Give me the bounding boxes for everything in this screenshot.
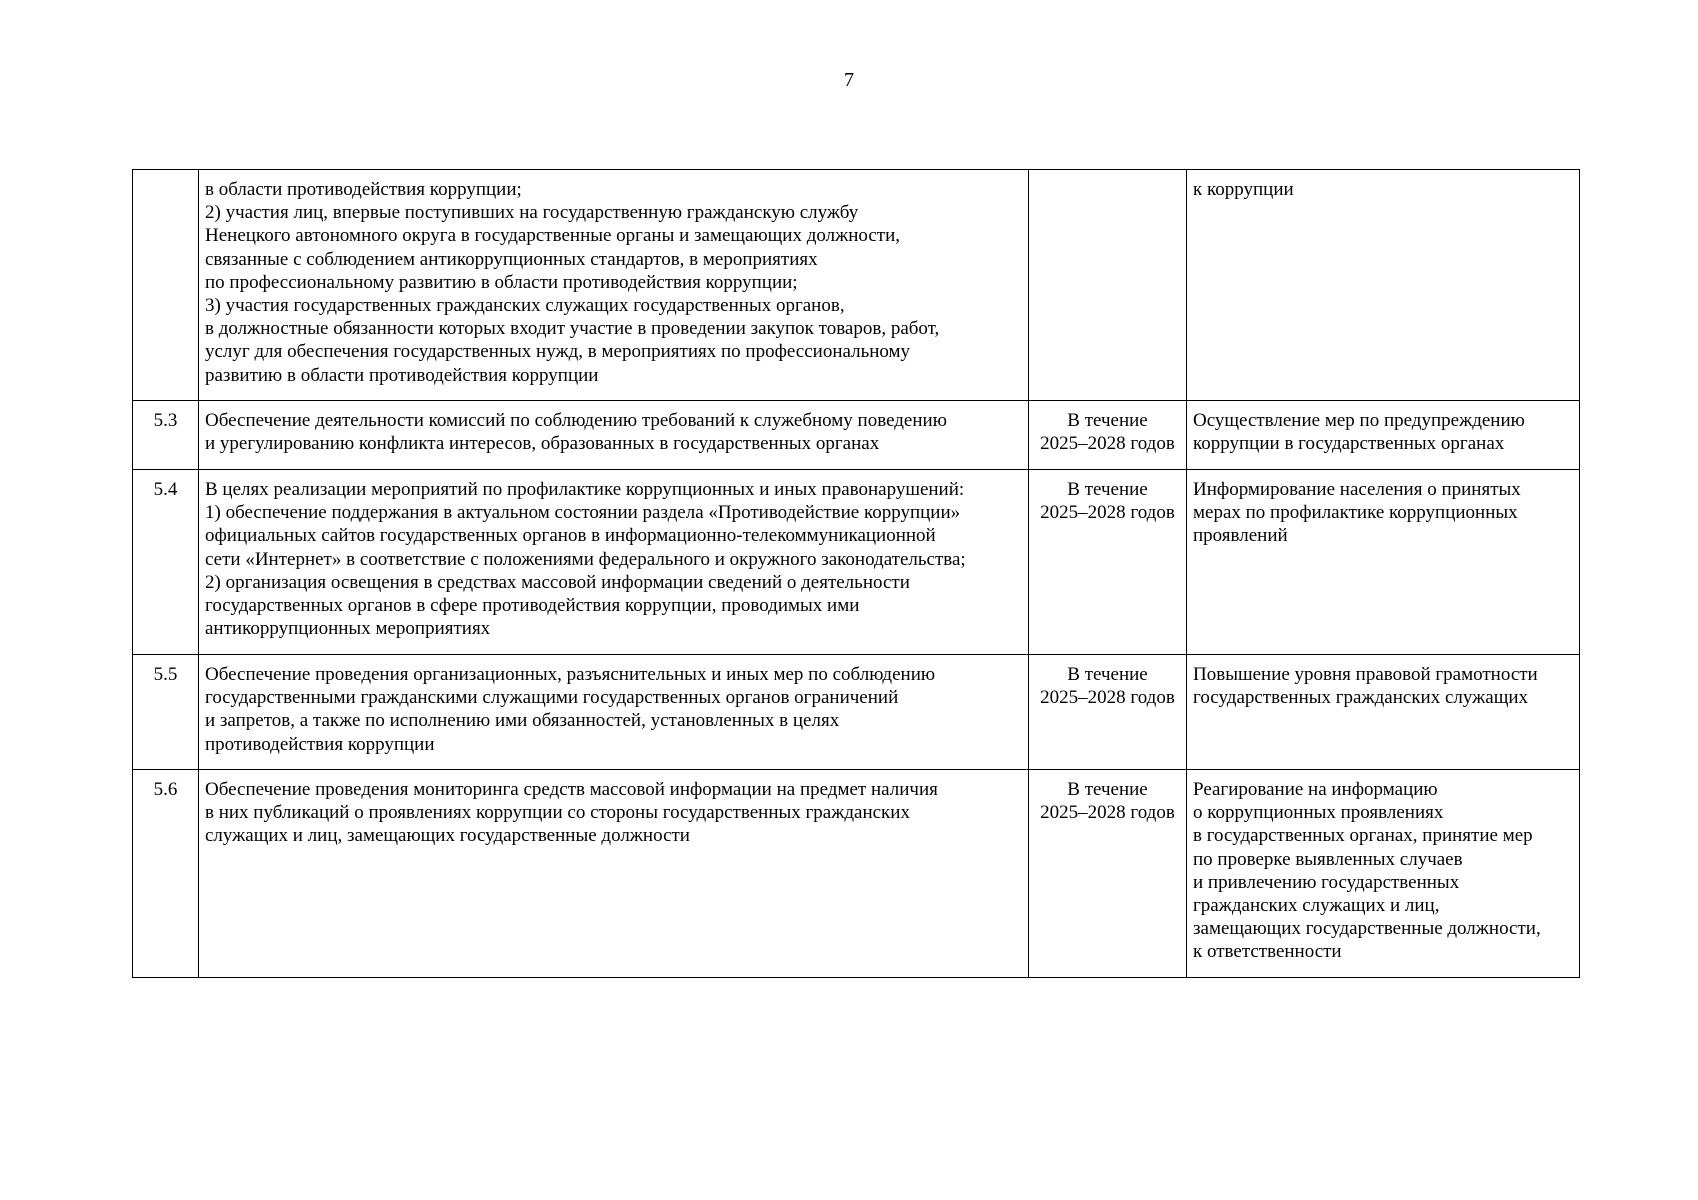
result-text-line: замещающих государственные должности, — [1193, 918, 1541, 940]
action-plan-table — [132, 169, 1580, 978]
measure-text-line: и запретов, а также по исполнению ими обязанностей, установленных в целях — [205, 710, 840, 732]
measure-text-line: развитию в области противодействия коррупции — [205, 364, 599, 386]
result-text-line: и привлечению государственных — [1193, 871, 1460, 893]
result-cell — [1187, 401, 1580, 470]
item-number-cell: 5.6 — [133, 770, 199, 978]
measure-text-line: В целях реализации мероприятий по профилактике коррупционных и иных правонарушений: — [205, 479, 965, 500]
result-text-line: гражданских служащих и лиц, — [1193, 895, 1440, 917]
result-text-line: в государственных органах, принятие мер — [1193, 825, 1533, 847]
measure-text-line: противодействия коррупции — [205, 733, 435, 755]
result-text-line: Информирование населения о принятых — [1193, 479, 1521, 500]
result-text-line: коррупции в государственных органах — [1193, 433, 1505, 455]
measure-text-line: 2) участия лиц, впервые поступивших на государственную гражданскую службу — [205, 202, 859, 224]
measure-text-line: Обеспечение деятельности комиссий по соблюдению требований к служебному поведению — [205, 410, 947, 431]
measure-text-line: служащих и лиц, замещающих государственные должности — [205, 825, 690, 847]
table-row — [133, 655, 1580, 770]
measure-text-line: услуг для обеспечения государственных нужд, в мероприятиях по профессиональному — [205, 341, 911, 363]
measure-cell — [199, 170, 1029, 401]
result-text-line: государственных гражданских служащих — [1193, 687, 1528, 709]
measure-text-line: официальных сайтов государственных органов в информационно-телекоммуникационной — [205, 525, 936, 547]
result-cell — [1187, 770, 1580, 978]
result-text-line: Реагирование на информацию — [1193, 779, 1438, 800]
measure-text-line: и урегулированию конфликта интересов, образованных в государственных органах — [205, 433, 880, 455]
measure-text-line: в должностные обязанности которых входит участие в проведении закупок товаров, работ, — [205, 318, 940, 340]
measure-text-line: Обеспечение проведения мониторинга средств массовой информации на предмет наличия — [205, 779, 938, 800]
measure-text-line: сети «Интернет» в соответствие с положениями федерального и окружного законодательства; — [205, 548, 966, 570]
measure-text-line: связанные с соблюдением антикоррупционных стандартов, в мероприятиях — [205, 248, 818, 270]
measure-text-line: Ненецкого автономного округа в государственные органы и замещающих должности, — [205, 225, 901, 247]
term-cell — [1029, 655, 1187, 770]
page-number: 7 — [844, 69, 854, 91]
table-row — [133, 401, 1580, 470]
term-cell — [1029, 470, 1187, 655]
measure-text-line: 3) участия государственных гражданских служащих государственных органов, — [205, 295, 845, 317]
measure-cell — [199, 655, 1029, 770]
measure-text-line: по профессиональному развитию в области противодействия коррупции; — [205, 271, 798, 293]
term-cell — [1029, 401, 1187, 470]
table-row — [133, 470, 1580, 655]
term-text-line: 2025–2028 годов — [1040, 802, 1175, 824]
result-text-line: к коррупции — [1193, 179, 1294, 200]
item-number-cell: 5.5 — [133, 655, 199, 770]
measure-text-line: в них публикаций о проявлениях коррупции со стороны государственных гражданских — [205, 802, 910, 824]
term-cell — [1029, 170, 1187, 401]
measure-cell — [199, 470, 1029, 655]
result-cell — [1187, 655, 1580, 770]
term-text-line: В течение — [1067, 479, 1148, 500]
measure-text-line: 1) обеспечение поддержания в актуальном состоянии раздела «Противодействие коррупции» — [205, 502, 961, 524]
measure-text-line: Обеспечение проведения организационных, разъяснительных и иных мер по соблюдению — [205, 664, 936, 685]
term-text-line: 2025–2028 годов — [1040, 687, 1175, 709]
term-text-line: В течение — [1067, 779, 1148, 800]
item-number-cell: 5.3 — [133, 401, 199, 470]
measure-text-line: государственными гражданскими служащими государственных органов ограничений — [205, 687, 899, 709]
term-text-line: 2025–2028 годов — [1040, 502, 1175, 524]
result-text-line: Повышение уровня правовой грамотности — [1193, 664, 1538, 685]
result-cell — [1187, 170, 1580, 401]
table-row — [133, 770, 1580, 978]
measure-text-line: государственных органов в сфере противодействия коррупции, проводимых ими — [205, 595, 860, 617]
measure-cell — [199, 770, 1029, 978]
measure-cell — [199, 401, 1029, 470]
result-text-line: о коррупционных проявлениях — [1193, 802, 1444, 824]
result-text-line: проявлений — [1193, 525, 1288, 547]
item-number-cell: 5.4 — [133, 470, 199, 655]
item-number-cell — [133, 170, 199, 401]
term-cell — [1029, 770, 1187, 978]
measure-text-line: в области противодействия коррупции; — [205, 179, 522, 200]
result-text-line: Осуществление мер по предупреждению — [1193, 410, 1525, 431]
term-text-line: В течение — [1067, 410, 1148, 431]
measure-text-line: 2) организация освещения в средствах массовой информации сведений о деятельности — [205, 571, 910, 593]
result-text-line: по проверке выявленных случаев — [1193, 848, 1463, 870]
result-cell — [1187, 470, 1580, 655]
result-text-line: к ответственности — [1193, 941, 1342, 963]
measure-text-line: антикоррупционных мероприятиях — [205, 618, 491, 640]
term-text-line: В течение — [1067, 664, 1148, 685]
term-text-line: 2025–2028 годов — [1040, 433, 1175, 455]
table-row — [133, 170, 1580, 401]
result-text-line: мерах по профилактике коррупционных — [1193, 502, 1518, 524]
